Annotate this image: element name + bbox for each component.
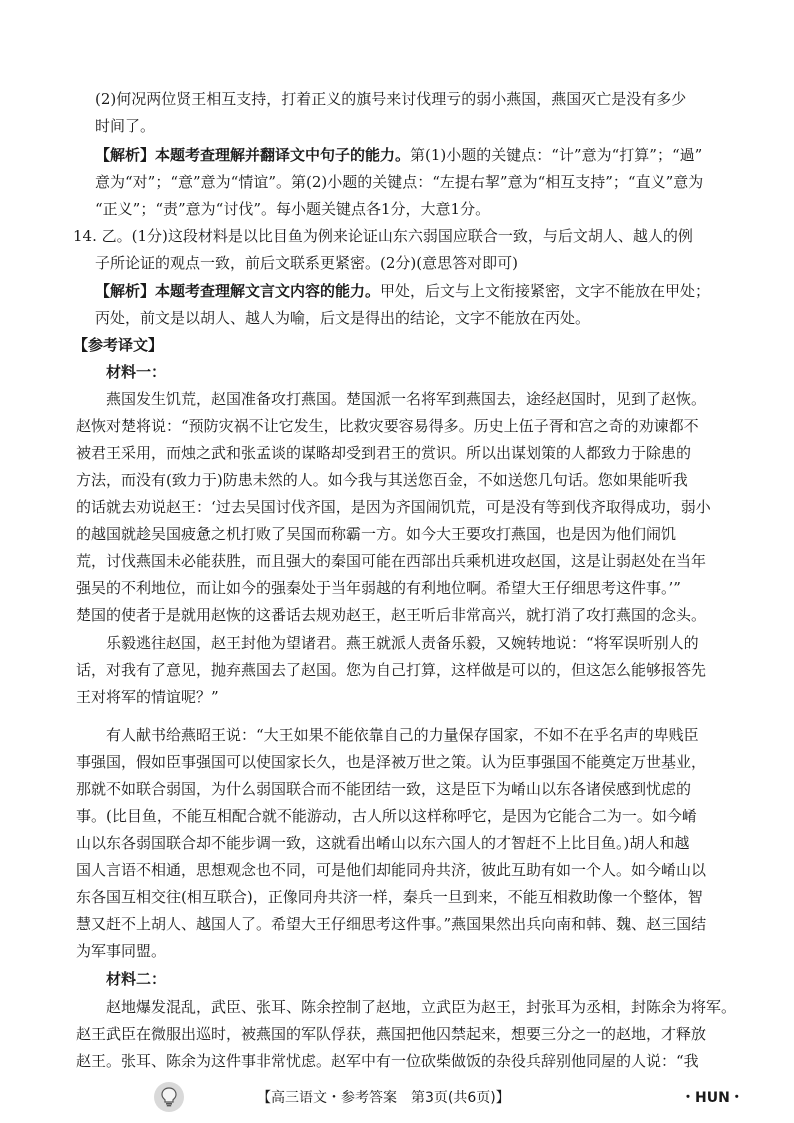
- q13-analysis-text: 第(1)小题的关键点：“计”意为“打算”；“過”: [410, 146, 703, 164]
- text-line: 事。(比目鱼，不能互相配合就不能游动，古人所以这样称呼它，是因为它能合二为一。如今崤: [76, 807, 697, 825]
- footer-label: 【高三语文・参考答案 第3页(共6页)】: [257, 1090, 510, 1106]
- material2-title: 材料二：: [106, 970, 167, 988]
- q14-analysis-line2: 丙处，前文是以胡人、越人为喻，后文是得出的结论，文字不能放在丙处。: [95, 309, 591, 327]
- page-footer: [0, 1080, 794, 1114]
- text-line: 乐毅逃往赵国，赵王封他为望诸君。燕王就派人责备乐毅，又婉转地说：“将军误听别人的: [106, 634, 699, 652]
- q13-analysis-line2: 意为“对”；“意”意为“情谊”。第(2)小题的关键点：“左提右挈”意为“相互支持”；“直义”意为: [95, 173, 704, 191]
- text-line: 为军事同盟。: [76, 942, 167, 960]
- text-line: 话，对我有了意见，抛弃燕国去了赵国。您为自己打算，这样做是可以的，但这怎么能够报答先: [76, 661, 707, 679]
- text-line: 事强国，假如臣事强国可以使国家长久，也是泽被万世之策。认为臣事强国不能奠定万世基业，: [76, 753, 707, 771]
- material1-title: 材料一：: [106, 363, 167, 381]
- q13-analysis-label: 【解析】本题考查理解并翻译文中句子的能力。: [95, 146, 411, 164]
- q14-answer-line2: 子所论证的观点一致，前后文联系更紧密。(2分)(意思答对即可): [95, 254, 518, 272]
- text-line: 有人献书给燕昭王说：“大王如果不能依靠自己的力量保存国家，不如不在乎名声的卑贱臣: [106, 726, 699, 744]
- q13-2-line1: (2)何况两位贤王相互支持，打着正义的旗号来讨伐理亏的弱小燕国，燕国灭亡是没有多少: [95, 90, 687, 108]
- text-line: 赵地爆发混乱，武臣、张耳、陈余控制了赵地，立武臣为赵王，封张耳为丞相，封陈余为将军。: [106, 998, 737, 1016]
- q14-analysis-text: 甲处，后文与上文衔接紧密，文字不能放在甲处；: [380, 282, 711, 300]
- text-line: 赵王武臣在微服出巡时，被燕国的军队俘获，燕国把他囚禁起来，想要三分之一的赵地，才释放: [76, 1025, 707, 1043]
- text-line: 山以东各弱国联合却不能步调一致，这就看出崤山以东六国人的才智赶不上比目鱼。)胡人和越: [76, 834, 690, 852]
- text-line: 国人言语不相通，思想观念也不同，可是他们却能同舟共济，彼此互助有如一个人。如今崤山以: [76, 861, 707, 879]
- q14-analysis: [95, 278, 710, 305]
- text-line: 赵恢对楚将说：“预防灾祸不让它发生，比救灾要容易得多。历史上伍子胥和宫之奇的劝谏都不: [76, 417, 699, 435]
- q14-analysis-label: 【解析】本题考查理解文言文内容的能力。: [95, 282, 381, 300]
- text-line: 荒，讨伐燕国未必能获胜，而且强大的秦国可能在西部出兵乘机进攻赵国，这是让弱赵处在当年: [76, 552, 707, 570]
- text-line: 的越国就趁吴国疲惫之机打败了吴国而称霸一方。如今大王要攻打燕国，也是因为他们闹饥: [76, 525, 677, 543]
- text-line: 强吴的不利地位，而让如今的强秦处于当年弱越的有利地位啊。希望大王仔细思考这件事。’”: [76, 579, 681, 597]
- text-line: 燕国发生饥荒，赵国准备攻打燕国。楚国派一名将军到燕国去，途经赵国时，见到了赵恢。: [106, 390, 707, 408]
- lightbulb-icon: [154, 1082, 184, 1112]
- text-line: 王对将军的情谊呢？”: [76, 688, 219, 706]
- text-line: 的话就去劝说赵王：‘过去吴国讨伐齐国，是因为齐国闹饥荒，可是没有等到伐齐取得成功，弱小: [76, 498, 711, 516]
- text-line: 方法，而没有(致力于)防患未然的人。如今我与其送您百金，不如送您几句话。您如果能听我: [76, 471, 688, 489]
- text-line: 楚国的使者于是就用赵恢的这番话去规劝赵王，赵王听后非常高兴，就打消了攻打燕国的念头。: [76, 606, 707, 624]
- q13-analysis: [95, 142, 702, 169]
- text-line: 东各国互相交往(相互联合)，正像同舟共济一样，秦兵一旦到来，不能互相救助像一个整体，智: [76, 888, 703, 906]
- text-line: 慧又赶不上胡人、越国人了。希望大王仔细思考这件事。”燕国果然出兵向南和韩、魏、赵三国结: [76, 915, 707, 933]
- text-line: 被君王采用，而烛之武和张孟谈的谋略却受到君王的赏识。所以出谋划策的人都致力于除患的: [76, 444, 692, 462]
- text-line: 赵王。张耳、陈余为这件事非常忧虑。赵军中有一位砍柴做饭的杂役兵辞别他同屋的人说：“我: [76, 1052, 699, 1070]
- footer-code: ・HUN・: [681, 1090, 744, 1106]
- text-line: 那就不如联合弱国，为什么弱国联合而不能团结一致，这是臣下为崤山以东各诸侯感到忧虑的: [76, 780, 692, 798]
- q13-2-line2: 时间了。: [95, 117, 156, 135]
- q14-answer-line1: 14. 乙。(1分)这段材料是以比目鱼为例来论证山东六弱国应联合一致，与后文胡人、越人的例: [73, 227, 693, 245]
- q13-analysis-line3: “正义”；“责”意为“讨伐”。每小题关键点各1分，大意1分。: [95, 200, 491, 218]
- translation-heading: 【参考译文】: [73, 336, 164, 354]
